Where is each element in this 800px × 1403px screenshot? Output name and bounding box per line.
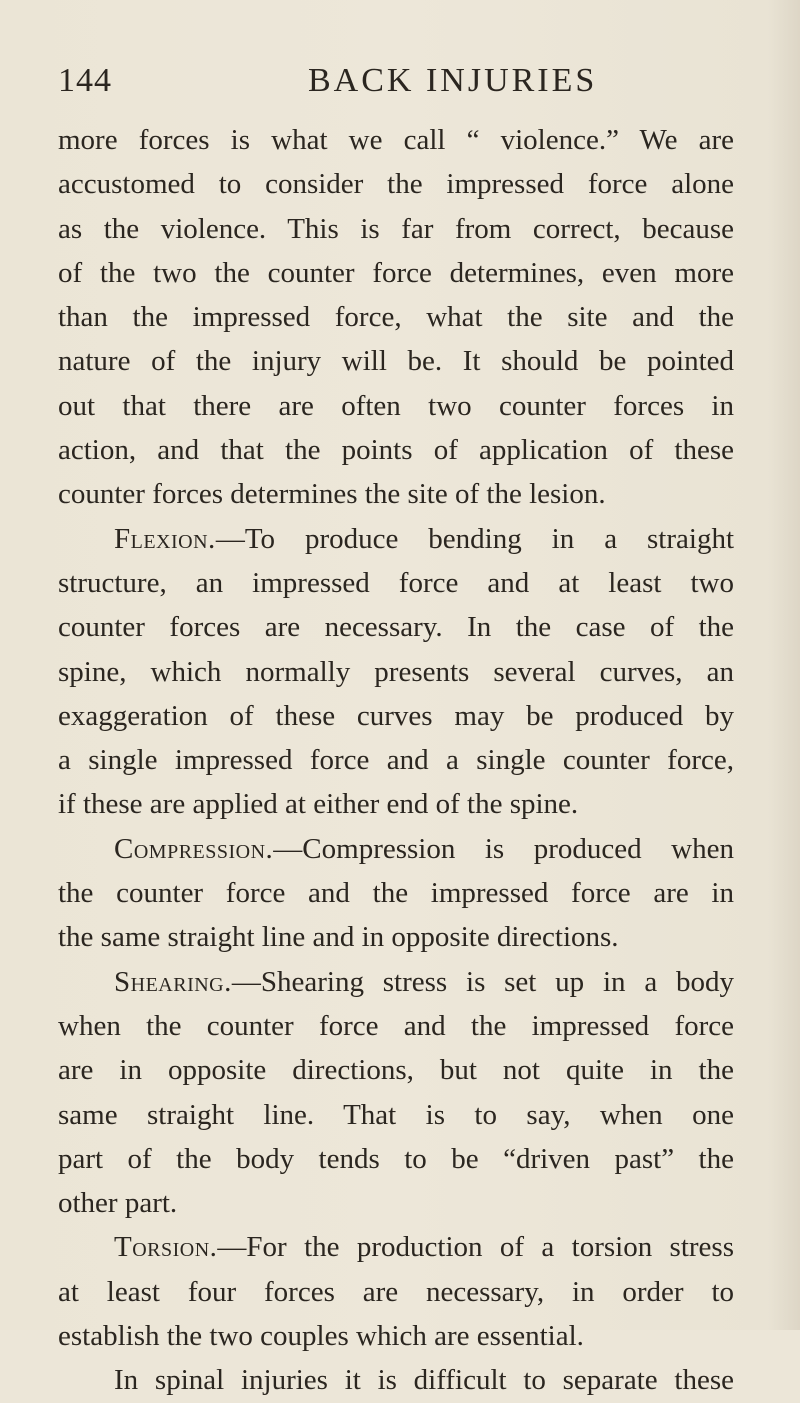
text-line: counter forces determines the site of the lesion. [58, 478, 606, 511]
paragraph-shearing-first-line [58, 960, 734, 1004]
paragraph-torsion-first-line [58, 1225, 734, 1269]
section-heading-shearing: Shearing. [114, 965, 232, 998]
text-line: at least four forces are necessary, in order to [58, 1275, 734, 1308]
text-line: exaggeration of these curves may be produced by [58, 699, 734, 732]
section-heading-compression: Compression. [114, 832, 274, 865]
running-title: BACK INJURIES [308, 62, 598, 99]
text-line: same straight line. That is to say, when one [58, 1098, 734, 1131]
text-line: as the violence. This is far from correct, because [58, 212, 734, 245]
running-head [58, 62, 740, 102]
text-line: action, and that the points of application of these [58, 434, 734, 467]
text-line: than the impressed force, what the site and the [58, 301, 734, 334]
page-number: 144 [58, 62, 112, 99]
text-line: are in opposite directions, but not quite in the [58, 1054, 734, 1087]
text-run: —To produce bending in a straight [215, 522, 734, 555]
text-line: other part. [58, 1187, 178, 1220]
body-text [58, 118, 734, 1403]
text-line: more forces is what we call “ violence.” We are [58, 124, 734, 156]
text-line: a single impressed force and a single counter force, [58, 744, 734, 777]
text-run: —For the production of a torsion stress [217, 1231, 734, 1264]
text-line: of the two the counter force determines, even more [58, 256, 734, 289]
text-line: part of the body tends to be “driven past” the [58, 1142, 734, 1175]
text-line: spine, which normally presents several curves, an [58, 655, 734, 688]
text-run: —Shearing stress is set up in a body [231, 965, 734, 998]
paragraph-compression-first-line [58, 827, 734, 871]
text-line: In spinal injuries it is difficult to separate these [114, 1364, 734, 1397]
text-line: nature of the injury will be. It should be pointed [58, 345, 734, 378]
text-line: structure, an impressed force and at least two [58, 566, 734, 599]
text-line: the same straight line and in opposite directions. [58, 921, 619, 954]
text-line: establish the two couples which are essential. [58, 1320, 584, 1353]
text-line: accustomed to consider the impressed force alone [58, 168, 734, 201]
text-run: —Compression is produced when [273, 832, 734, 865]
text-line: if these are applied at either end of the spine. [58, 788, 579, 821]
text-line: when the counter force and the impressed force [58, 1009, 734, 1042]
text-line: the counter force and the impressed force are in [58, 877, 734, 910]
text-line: counter forces are necessary. In the case of the [58, 611, 734, 644]
section-heading-flexion: Flexion. [114, 522, 216, 555]
paragraph-flexion-first-line [58, 517, 734, 561]
section-heading-torsion: Torsion. [114, 1231, 218, 1264]
text-line: out that there are often two counter forces in [58, 389, 734, 422]
